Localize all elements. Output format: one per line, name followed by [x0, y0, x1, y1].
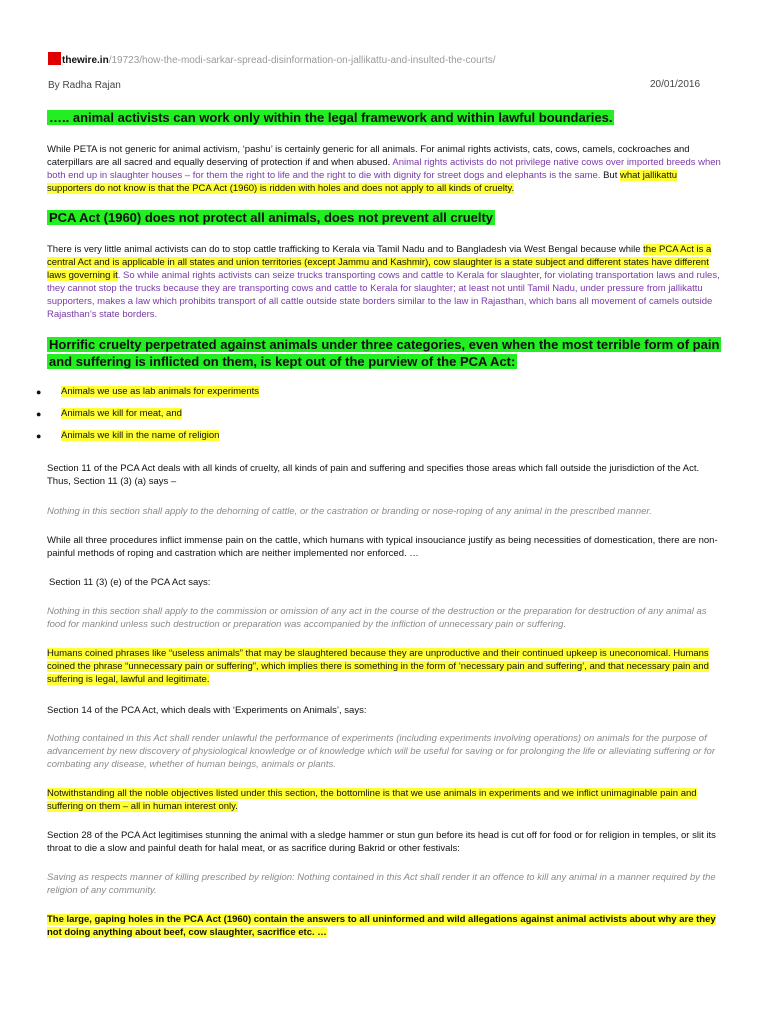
paragraph-4: While all three procedures inflict immense pain on the cattle, which humans with typical insouciance justify as being necessities of domestication, there are non-painful methods of roping and castration which are neither implemented nor enforced. … [47, 535, 718, 559]
heading-3-container [47, 336, 727, 370]
paragraph-6-container [47, 647, 723, 686]
bullet-icon: ● [36, 409, 42, 419]
date: 20/01/2016 [650, 79, 701, 90]
paragraph-6: Humans coined phrases like “useless animals” that may be slaughtered because they are unproductive and their continued upkeep is uneconomical. Humans coined the phrase “unnecessary pain or suffering”, which implies there is something in the form of ‘necessary pain and suffering’, and that necessary pain and suffering is legal, lawful and legitimate. [47, 648, 709, 685]
source-domain: thewire.in [62, 55, 109, 66]
paragraph-2-purple: . So while animal rights activists can seize trucks transporting cows and cattle to Kerala for slaughter, for violating transportation laws and rules, they cannot stop the trucks because they are transporting cows and cattle to Kerala for slaughter; at least not until Tamil Nadu, under pressure from jallikattu supporters, makes a law which prohibits transport of all cattle outside state borders similar to the law in Rajasthan, which bans all movement of camels outside Rajasthan’s state borders. [47, 270, 720, 320]
source-url[interactable] [48, 52, 496, 66]
heading-2: PCA Act (1960) does not protect all animals, does not prevent all cruelty [49, 210, 494, 225]
paragraph-1-purple: Animal rights activists do not privilege native cows over imported breeds when both end up in slaughter houses – for them the right to life and the right to die with dignity for street dogs and elephants is the same. [47, 157, 721, 181]
heading-2-container [47, 209, 727, 227]
quote-2: Nothing in this section shall apply to the commission or omission of any act in the course of the destruction or the preparation for destruction of any animal as food for mankind unless such destruction or preparation was accompanied by the infliction of unnecessary pain or suffering. [47, 606, 707, 630]
paragraph-1-highlight: what jallikattu supporters do not know is that the PCA Act (1960) is ridden with holes and does not apply to all kinds of cruelty. [47, 170, 678, 194]
paragraph-9: Section 28 of the PCA Act legitimises stunning the animal with a sledge hammer or stun gun before its head is cut off for food or for religion in temples, or slit its throat to die a slow and painful death for halal meat, or as sacrifice during Bakrid or other festivals: [47, 830, 716, 854]
heading-3: Horrific cruelty perpetrated against animals under three categories, even when the most terrible form of pain and suffering is inflicted on them, is kept out of the purview of the PCA Act: [49, 337, 720, 369]
bullet-text: Animals we kill in the name of religion [61, 430, 220, 441]
quote-1: Nothing in this section shall apply to the dehorning of cattle, or the castration or branding or nose-roping of any animal in the prescribed manner. [47, 506, 652, 517]
paragraph-2 [47, 243, 723, 321]
paragraph-8-container [47, 787, 723, 813]
paragraph-5: Section 11 (3) (e) of the PCA Act says: [49, 577, 211, 588]
paragraph-3: Section 11 of the PCA Act deals with all kinds of cruelty, all kinds of pain and suffering and specifies those areas which fall outside the jurisdiction of the Act. Thus, Section 11 (3) (a) says – [47, 463, 700, 487]
byline: By Radha Rajan [48, 80, 121, 91]
paragraph-7: Section 14 of the PCA Act, which deals with ‘Experiments on Animals’, says: [47, 705, 367, 716]
bullet-icon: ● [36, 431, 42, 441]
paragraph-1-mid: But [600, 170, 620, 181]
bullet-text: Animals we use as lab animals for experiments [61, 386, 260, 397]
heading-1-container [47, 109, 727, 127]
paragraph-1-text: While PETA is not generic for animal activism, ‘pashu’ is certainly generic for all animals. For animal rights activists, cats, cows, camels, cockroaches and caterpillars are all sacred and equally deserving of protection if and when abused. [47, 144, 690, 168]
paragraph-2-highlight: the PCA Act is a central Act and is applicable in all states and union territories (except Jammu and Kashmir), cow slaughter is a state subject and different states have different laws governing it [47, 244, 712, 281]
paragraph-10-container [47, 913, 723, 939]
source-path: /19723/how-the-modi-sarkar-spread-disinformation-on-jallikattu-and-insulted-the-courts/ [108, 55, 496, 66]
bullet-text: Animals we kill for meat, and [61, 408, 182, 419]
paragraph-10: The large, gaping holes in the PCA Act (1960) contain the answers to all uninformed and wild allegations against animal activists about why are they not doing anything about beef, cow slaughter, sacrifice etc. … [47, 914, 716, 938]
paragraph-2-text: There is very little animal activists can do to stop cattle trafficking to Kerala via Tamil Nadu and to Bangladesh via West Bengal because while [47, 244, 644, 255]
paragraph-1 [47, 143, 723, 195]
quote-4: Saving as respects manner of killing prescribed by religion: Nothing contained in this Act shall render it an offence to kill any animal in a manner required by the religion of any community. [47, 872, 716, 896]
bullet-icon: ● [36, 387, 42, 397]
heading-1: ….. animal activists can work only within the legal framework and within lawful boundaries. [49, 110, 613, 125]
site-logo-icon [48, 52, 61, 65]
quote-3: Nothing contained in this Act shall render unlawful the performance of experiments (including experiments involving operations) on animals for the purpose of advancement by new discovery of physiological knowledge or of knowledge which will be useful for saving or for prolonging the life or alleviating suffering or for combating any disease, whether of human beings, animals or plants. [47, 733, 716, 770]
paragraph-8: Notwithstanding all the noble objectives listed under this section, the bottomline is that we use animals in experiments and we inflict unimaginable pain and suffering on them – all in human interest only. [47, 788, 697, 812]
